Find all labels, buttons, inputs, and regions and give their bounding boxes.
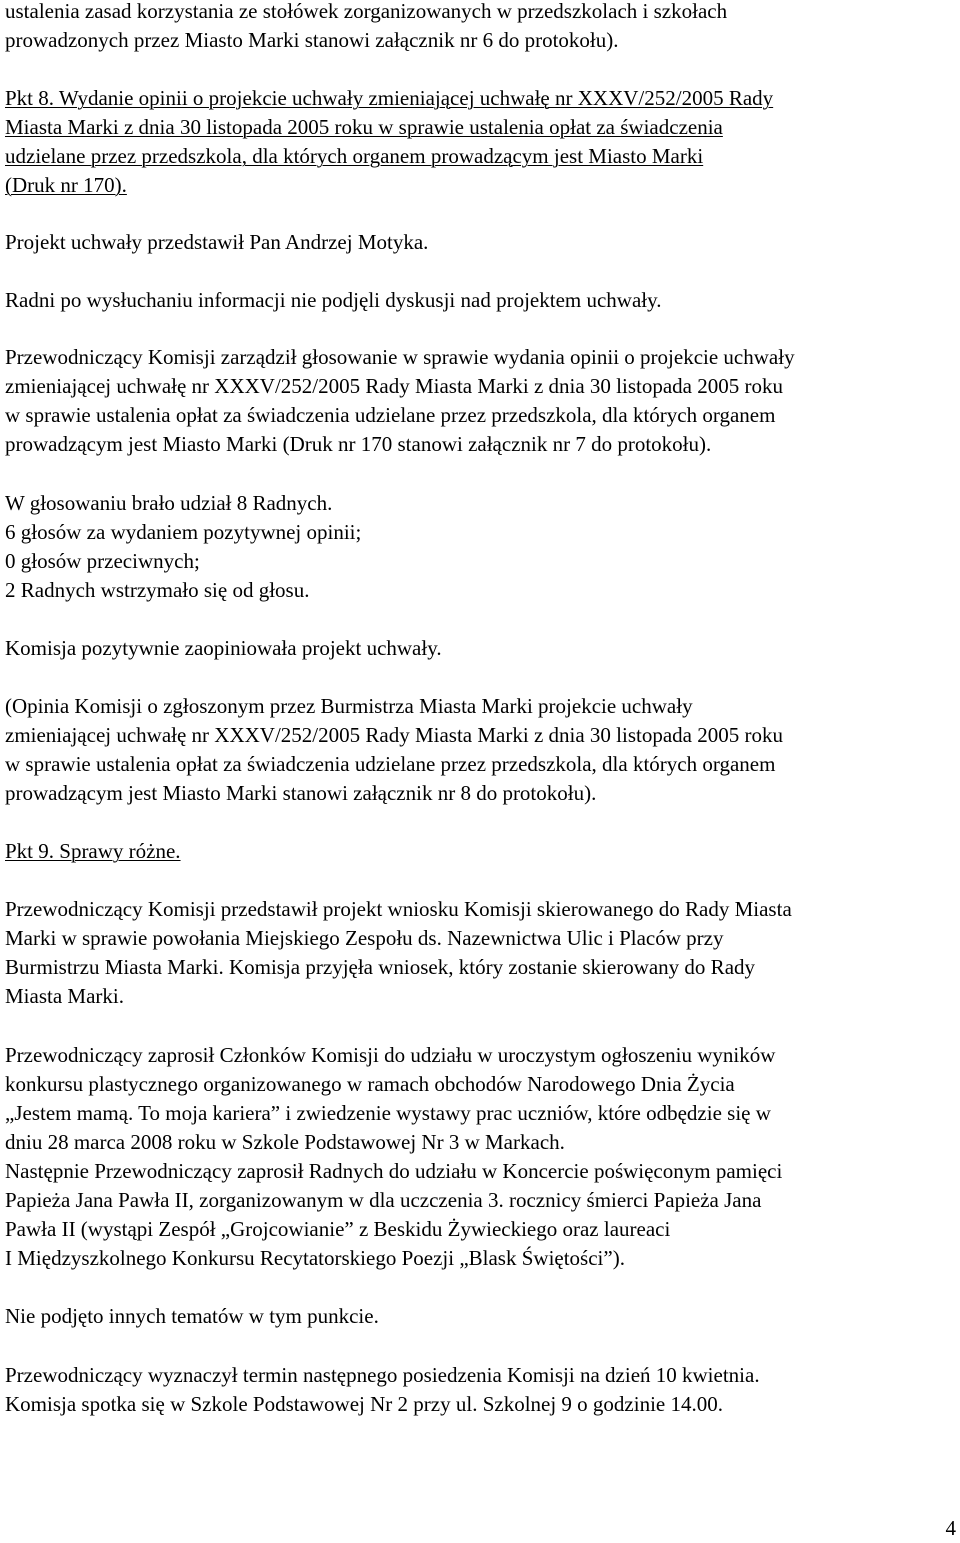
agenda-item-8-heading: udzielane przez przedszkola, dla których organem prowadzącym jest Miasto Marki: [5, 144, 704, 168]
page-number: 4: [945, 1516, 956, 1540]
text-line: Przewodniczący zaprosił Członków Komisji do udziału w uroczystym ogłoszeniu wyników: [5, 1043, 776, 1067]
text-line: Przewodniczący Komisji przedstawił projekt wniosku Komisji skierowanego do Rady Miasta: [5, 897, 792, 921]
text-line: prowadzonych przez Miasto Marki stanowi załącznik nr 6 do protokołu).: [5, 28, 619, 52]
text-line: prowadzącym jest Miasto Marki (Druk nr 170 stanowi załącznik nr 7 do protokołu).: [5, 432, 712, 456]
text-line: (Opinia Komisji o zgłoszonym przez Burmistrza Miasta Marki projekcie uchwały: [5, 694, 693, 718]
text-line: Burmistrzu Miasta Marki. Komisja przyjęła wniosek, który zostanie skierowany do Rady: [5, 955, 756, 979]
text-line: Marki w sprawie powołania Miejskiego Zespołu ds. Nazewnictwa Ulic i Placów przy: [5, 926, 724, 950]
vote-abstain: 2 Radnych wstrzymało się od głosu.: [5, 578, 310, 602]
text-line: Komisja pozytywnie zaopiniowała projekt uchwały.: [5, 636, 442, 660]
text-line: zmieniającej uchwałę nr XXXV/252/2005 Rady Miasta Marki z dnia 30 listopada 2005 roku: [5, 723, 783, 747]
text-line: Pawła II (wystąpi Zespół „Grojcowianie” z Beskidu Żywieckiego oraz laureaci: [5, 1217, 671, 1241]
agenda-item-8-heading: (Druk nr 170).: [5, 173, 127, 197]
text-line: Nie podjęto innych tematów w tym punkcie.: [5, 1304, 379, 1328]
text-line: Następnie Przewodniczący zaprosił Radnych do udziału w Koncercie poświęconym pamięci: [5, 1159, 783, 1183]
text-line: zmieniającej uchwałę nr XXXV/252/2005 Rady Miasta Marki z dnia 30 listopada 2005 roku: [5, 374, 783, 398]
text-line: Komisja spotka się w Szkole Podstawowej Nr 2 przy ul. Szkolnej 9 o godzinie 14.00.: [5, 1392, 723, 1416]
text-line: Projekt uchwały przedstawił Pan Andrzej Motyka.: [5, 230, 429, 254]
vote-summary: W głosowaniu brało udział 8 Radnych.: [5, 491, 333, 515]
text-line: konkursu plastycznego organizowanego w ramach obchodów Narodowego Dnia Życia: [5, 1072, 735, 1096]
agenda-item-8-heading: Miasta Marki z dnia 30 listopada 2005 roku w sprawie ustalenia opłat za świadczenia: [5, 115, 723, 139]
text-line: prowadzącym jest Miasto Marki stanowi załącznik nr 8 do protokołu).: [5, 781, 597, 805]
text-line: dniu 28 marca 2008 roku w Szkole Podstawowej Nr 3 w Markach.: [5, 1130, 565, 1154]
vote-for: 6 głosów za wydaniem pozytywnej opinii;: [5, 520, 362, 544]
text-line: ustalenia zasad korzystania ze stołówek zorganizowanych w przedszkolach i szkołach: [5, 0, 728, 23]
text-line: w sprawie ustalenia opłat za świadczenia udzielane przez przedszkola, dla których organem: [5, 752, 776, 776]
text-line: Przewodniczący Komisji zarządził głosowanie w sprawie wydania opinii o projekcie uchwały: [5, 345, 795, 369]
agenda-item-9-heading: Pkt 9. Sprawy różne.: [5, 839, 181, 863]
vote-against: 0 głosów przeciwnych;: [5, 549, 200, 573]
text-line: Przewodniczący wyznaczył termin następnego posiedzenia Komisji na dzień 10 kwietnia.: [5, 1363, 760, 1387]
text-line: Papieża Jana Pawła II, zorganizowanym w dla uczczenia 3. rocznicy śmierci Papieża Jana: [5, 1188, 762, 1212]
text-line: Miasta Marki.: [5, 984, 124, 1008]
text-line: w sprawie ustalenia opłat za świadczenia udzielane przez przedszkola, dla których organem: [5, 403, 776, 427]
text-line: „Jestem mamą. To moja kariera” i zwiedzenie wystawy prac uczniów, które odbędzie się w: [5, 1101, 771, 1125]
agenda-item-8-heading: Pkt 8. Wydanie opinii o projekcie uchwały zmieniającej uchwałę nr XXXV/252/2005 Rady: [5, 86, 774, 110]
text-line: Radni po wysłuchaniu informacji nie podjęli dyskusji nad projektem uchwały.: [5, 288, 662, 312]
text-line: I Międzyszkolnego Konkursu Recytatorskiego Poezji „Blask Świętości”).: [5, 1246, 625, 1270]
